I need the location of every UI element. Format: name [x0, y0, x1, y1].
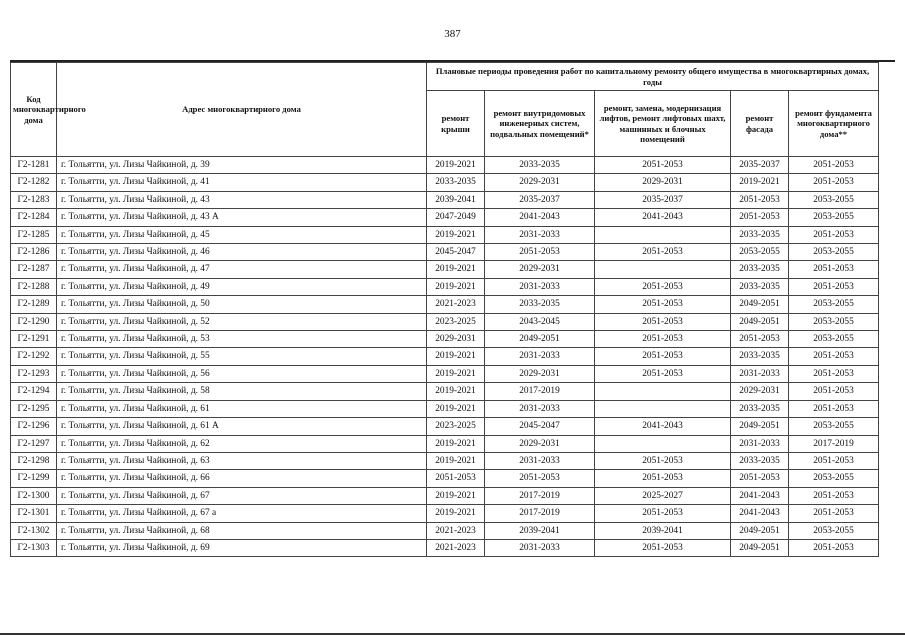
cell-engineering: 2049-2051: [485, 331, 595, 348]
cell-address: г. Тольятти, ул. Лизы Чайкиной, д. 47: [57, 261, 427, 278]
table-row: [11, 539, 879, 556]
cell-engineering: 2039-2041: [485, 522, 595, 539]
cell-engineering: 2017-2019: [485, 505, 595, 522]
table-row: [11, 313, 879, 330]
cell-facade: 2049-2051: [731, 418, 789, 435]
cell-facade: 2051-2053: [731, 470, 789, 487]
cell-elevators: 2051-2053: [595, 452, 731, 469]
table-row: [11, 244, 879, 261]
cell-elevators: [595, 400, 731, 417]
cell-address: г. Тольятти, ул. Лизы Чайкиной, д. 66: [57, 470, 427, 487]
cell-foundation: 2053-2055: [789, 522, 879, 539]
cell-roof: 2039-2041: [427, 191, 485, 208]
cell-code: Г2-1294: [11, 383, 57, 400]
cell-engineering: 2051-2053: [485, 470, 595, 487]
cell-facade: 2019-2021: [731, 174, 789, 191]
cell-foundation: 2053-2055: [789, 470, 879, 487]
cell-code: Г2-1289: [11, 296, 57, 313]
cell-engineering: 2035-2037: [485, 191, 595, 208]
cell-facade: 2035-2037: [731, 157, 789, 174]
cell-code: Г2-1301: [11, 505, 57, 522]
cell-code: Г2-1290: [11, 313, 57, 330]
cell-facade: 2041-2043: [731, 505, 789, 522]
table-row: [11, 505, 879, 522]
cell-roof: 2019-2021: [427, 226, 485, 243]
cell-facade: 2053-2055: [731, 244, 789, 261]
cell-roof: 2019-2021: [427, 400, 485, 417]
cell-foundation: 2051-2053: [789, 400, 879, 417]
capital-repair-table: [10, 62, 879, 557]
cell-facade: 2031-2033: [731, 435, 789, 452]
cell-engineering: 2033-2035: [485, 296, 595, 313]
cell-elevators: 2051-2053: [595, 539, 731, 556]
table-row: [11, 435, 879, 452]
cell-facade: 2033-2035: [731, 261, 789, 278]
cell-foundation: 2051-2053: [789, 226, 879, 243]
header-engineering: ремонт внутридомовых инженерных систем, подвальных помещений*: [485, 91, 595, 157]
cell-code: Г2-1287: [11, 261, 57, 278]
header-address: Адрес многоквартирного дома: [57, 63, 427, 157]
cell-elevators: 2025-2027: [595, 487, 731, 504]
cell-elevators: 2051-2053: [595, 365, 731, 382]
cell-facade: 2041-2043: [731, 487, 789, 504]
cell-engineering: 2043-2045: [485, 313, 595, 330]
cell-roof: 2019-2021: [427, 452, 485, 469]
cell-address: г. Тольятти, ул. Лизы Чайкиной, д. 43 А: [57, 209, 427, 226]
cell-foundation: 2051-2053: [789, 261, 879, 278]
cell-elevators: 2051-2053: [595, 244, 731, 261]
cell-engineering: 2017-2019: [485, 383, 595, 400]
cell-roof: 2019-2021: [427, 278, 485, 295]
cell-elevators: 2029-2031: [595, 174, 731, 191]
header-work-periods: Плановые периоды проведения работ по капитальному ремонту общего имущества в многоквартирных домах, годы: [427, 63, 879, 91]
table-row: [11, 157, 879, 174]
header-facade: ремонт фасада: [731, 91, 789, 157]
cell-code: Г2-1286: [11, 244, 57, 261]
cell-foundation: 2053-2055: [789, 296, 879, 313]
cell-code: Г2-1303: [11, 539, 57, 556]
cell-foundation: 2051-2053: [789, 174, 879, 191]
cell-foundation: 2051-2053: [789, 348, 879, 365]
cell-foundation: 2051-2053: [789, 452, 879, 469]
cell-code: Г2-1284: [11, 209, 57, 226]
cell-address: г. Тольятти, ул. Лизы Чайкиной, д. 53: [57, 331, 427, 348]
cell-address: г. Тольятти, ул. Лизы Чайкиной, д. 58: [57, 383, 427, 400]
cell-address: г. Тольятти, ул. Лизы Чайкиной, д. 69: [57, 539, 427, 556]
cell-engineering: 2031-2033: [485, 278, 595, 295]
table-header: [11, 63, 879, 157]
cell-address: г. Тольятти, ул. Лизы Чайкиной, д. 63: [57, 452, 427, 469]
cell-engineering: 2017-2019: [485, 487, 595, 504]
cell-facade: 2049-2051: [731, 522, 789, 539]
cell-facade: 2033-2035: [731, 452, 789, 469]
cell-address: г. Тольятти, ул. Лизы Чайкиной, д. 67: [57, 487, 427, 504]
cell-elevators: [595, 435, 731, 452]
cell-code: Г2-1283: [11, 191, 57, 208]
cell-facade: 2051-2053: [731, 209, 789, 226]
header-roof: ремонт крыши: [427, 91, 485, 157]
cell-roof: 2023-2025: [427, 418, 485, 435]
table-row: [11, 191, 879, 208]
cell-elevators: 2041-2043: [595, 209, 731, 226]
cell-roof: 2023-2025: [427, 313, 485, 330]
table-row: [11, 296, 879, 313]
cell-elevators: [595, 383, 731, 400]
cell-code: Г2-1296: [11, 418, 57, 435]
header-code: Код многоквартирного дома: [11, 63, 57, 157]
cell-elevators: 2051-2053: [595, 505, 731, 522]
cell-foundation: 2053-2055: [789, 331, 879, 348]
cell-code: Г2-1291: [11, 331, 57, 348]
cell-facade: 2031-2033: [731, 365, 789, 382]
cell-address: г. Тольятти, ул. Лизы Чайкиной, д. 45: [57, 226, 427, 243]
cell-roof: 2019-2021: [427, 487, 485, 504]
table-row: [11, 418, 879, 435]
cell-roof: 2019-2021: [427, 157, 485, 174]
cell-facade: 2049-2051: [731, 313, 789, 330]
cell-code: Г2-1299: [11, 470, 57, 487]
cell-engineering: 2031-2033: [485, 539, 595, 556]
cell-engineering: 2029-2031: [485, 365, 595, 382]
cell-code: Г2-1295: [11, 400, 57, 417]
cell-foundation: 2053-2055: [789, 418, 879, 435]
cell-foundation: 2053-2055: [789, 209, 879, 226]
cell-address: г. Тольятти, ул. Лизы Чайкиной, д. 62: [57, 435, 427, 452]
cell-code: Г2-1285: [11, 226, 57, 243]
cell-engineering: 2031-2033: [485, 400, 595, 417]
cell-engineering: 2031-2033: [485, 348, 595, 365]
cell-elevators: 2051-2053: [595, 157, 731, 174]
cell-elevators: 2051-2053: [595, 278, 731, 295]
page-number: 387: [444, 28, 461, 40]
cell-facade: 2033-2035: [731, 348, 789, 365]
table-row: [11, 487, 879, 504]
cell-elevators: 2051-2053: [595, 348, 731, 365]
cell-elevators: [595, 261, 731, 278]
table-row: [11, 226, 879, 243]
cell-address: г. Тольятти, ул. Лизы Чайкиной, д. 61 А: [57, 418, 427, 435]
cell-address: г. Тольятти, ул. Лизы Чайкиной, д. 56: [57, 365, 427, 382]
cell-foundation: 2051-2053: [789, 505, 879, 522]
cell-elevators: 2051-2053: [595, 331, 731, 348]
cell-code: Г2-1297: [11, 435, 57, 452]
cell-address: г. Тольятти, ул. Лизы Чайкиной, д. 41: [57, 174, 427, 191]
table-row: [11, 331, 879, 348]
cell-engineering: 2045-2047: [485, 418, 595, 435]
cell-engineering: 2029-2031: [485, 435, 595, 452]
cell-code: Г2-1302: [11, 522, 57, 539]
cell-foundation: 2053-2055: [789, 191, 879, 208]
cell-address: г. Тольятти, ул. Лизы Чайкиной, д. 43: [57, 191, 427, 208]
table-row: [11, 209, 879, 226]
table-row: [11, 522, 879, 539]
cell-roof: 2021-2023: [427, 539, 485, 556]
cell-roof: 2019-2021: [427, 261, 485, 278]
cell-foundation: 2051-2053: [789, 539, 879, 556]
cell-foundation: 2051-2053: [789, 157, 879, 174]
cell-roof: 2019-2021: [427, 365, 485, 382]
cell-elevators: 2035-2037: [595, 191, 731, 208]
cell-address: г. Тольятти, ул. Лизы Чайкиной, д. 49: [57, 278, 427, 295]
cell-facade: 2051-2053: [731, 331, 789, 348]
cell-foundation: 2053-2055: [789, 244, 879, 261]
cell-engineering: 2031-2033: [485, 226, 595, 243]
bottom-rule: [0, 633, 905, 635]
cell-engineering: 2029-2031: [485, 174, 595, 191]
cell-elevators: [595, 226, 731, 243]
header-foundation: ремонт фундамента многоквартирного дома**: [789, 91, 879, 157]
cell-roof: 2019-2021: [427, 383, 485, 400]
cell-address: г. Тольятти, ул. Лизы Чайкиной, д. 50: [57, 296, 427, 313]
table-row: [11, 365, 879, 382]
cell-engineering: 2029-2031: [485, 261, 595, 278]
cell-engineering: 2051-2053: [485, 244, 595, 261]
table-row: [11, 452, 879, 469]
table-row: [11, 261, 879, 278]
cell-facade: 2033-2035: [731, 400, 789, 417]
cell-address: г. Тольятти, ул. Лизы Чайкиной, д. 68: [57, 522, 427, 539]
cell-code: Г2-1288: [11, 278, 57, 295]
cell-roof: 2045-2047: [427, 244, 485, 261]
cell-address: г. Тольятти, ул. Лизы Чайкиной, д. 61: [57, 400, 427, 417]
table-row: [11, 278, 879, 295]
cell-facade: 2051-2053: [731, 191, 789, 208]
cell-foundation: 2053-2055: [789, 313, 879, 330]
table-row: [11, 470, 879, 487]
cell-engineering: 2031-2033: [485, 452, 595, 469]
table-row: [11, 383, 879, 400]
cell-roof: 2033-2035: [427, 174, 485, 191]
cell-address: г. Тольятти, ул. Лизы Чайкиной, д. 39: [57, 157, 427, 174]
cell-roof: 2021-2023: [427, 296, 485, 313]
header-elevators: ремонт, замена, модернизация лифтов, ремонт лифтовых шахт, машинных и блочных помещений: [595, 91, 731, 157]
cell-facade: 2049-2051: [731, 539, 789, 556]
cell-address: г. Тольятти, ул. Лизы Чайкиной, д. 67 а: [57, 505, 427, 522]
cell-foundation: 2051-2053: [789, 487, 879, 504]
cell-engineering: 2041-2043: [485, 209, 595, 226]
cell-roof: 2019-2021: [427, 348, 485, 365]
cell-engineering: 2033-2035: [485, 157, 595, 174]
cell-foundation: 2051-2053: [789, 278, 879, 295]
cell-code: Г2-1300: [11, 487, 57, 504]
cell-code: Г2-1281: [11, 157, 57, 174]
cell-address: г. Тольятти, ул. Лизы Чайкиной, д. 55: [57, 348, 427, 365]
table-row: [11, 174, 879, 191]
cell-roof: 2051-2053: [427, 470, 485, 487]
cell-roof: 2047-2049: [427, 209, 485, 226]
cell-roof: 2029-2031: [427, 331, 485, 348]
cell-elevators: 2051-2053: [595, 313, 731, 330]
table-row: [11, 400, 879, 417]
cell-elevators: 2041-2043: [595, 418, 731, 435]
cell-code: Г2-1282: [11, 174, 57, 191]
cell-facade: 2049-2051: [731, 296, 789, 313]
cell-roof: 2019-2021: [427, 505, 485, 522]
cell-elevators: 2051-2053: [595, 296, 731, 313]
cell-code: Г2-1298: [11, 452, 57, 469]
cell-code: Г2-1292: [11, 348, 57, 365]
table-body: [11, 157, 879, 557]
cell-foundation: 2051-2053: [789, 365, 879, 382]
cell-facade: 2033-2035: [731, 226, 789, 243]
cell-roof: 2019-2021: [427, 435, 485, 452]
cell-roof: 2021-2023: [427, 522, 485, 539]
cell-code: Г2-1293: [11, 365, 57, 382]
cell-address: г. Тольятти, ул. Лизы Чайкиной, д. 46: [57, 244, 427, 261]
cell-address: г. Тольятти, ул. Лизы Чайкиной, д. 52: [57, 313, 427, 330]
cell-foundation: 2051-2053: [789, 383, 879, 400]
cell-elevators: 2051-2053: [595, 470, 731, 487]
table-row: [11, 348, 879, 365]
cell-foundation: 2017-2019: [789, 435, 879, 452]
cell-facade: 2029-2031: [731, 383, 789, 400]
cell-elevators: 2039-2041: [595, 522, 731, 539]
cell-facade: 2033-2035: [731, 278, 789, 295]
